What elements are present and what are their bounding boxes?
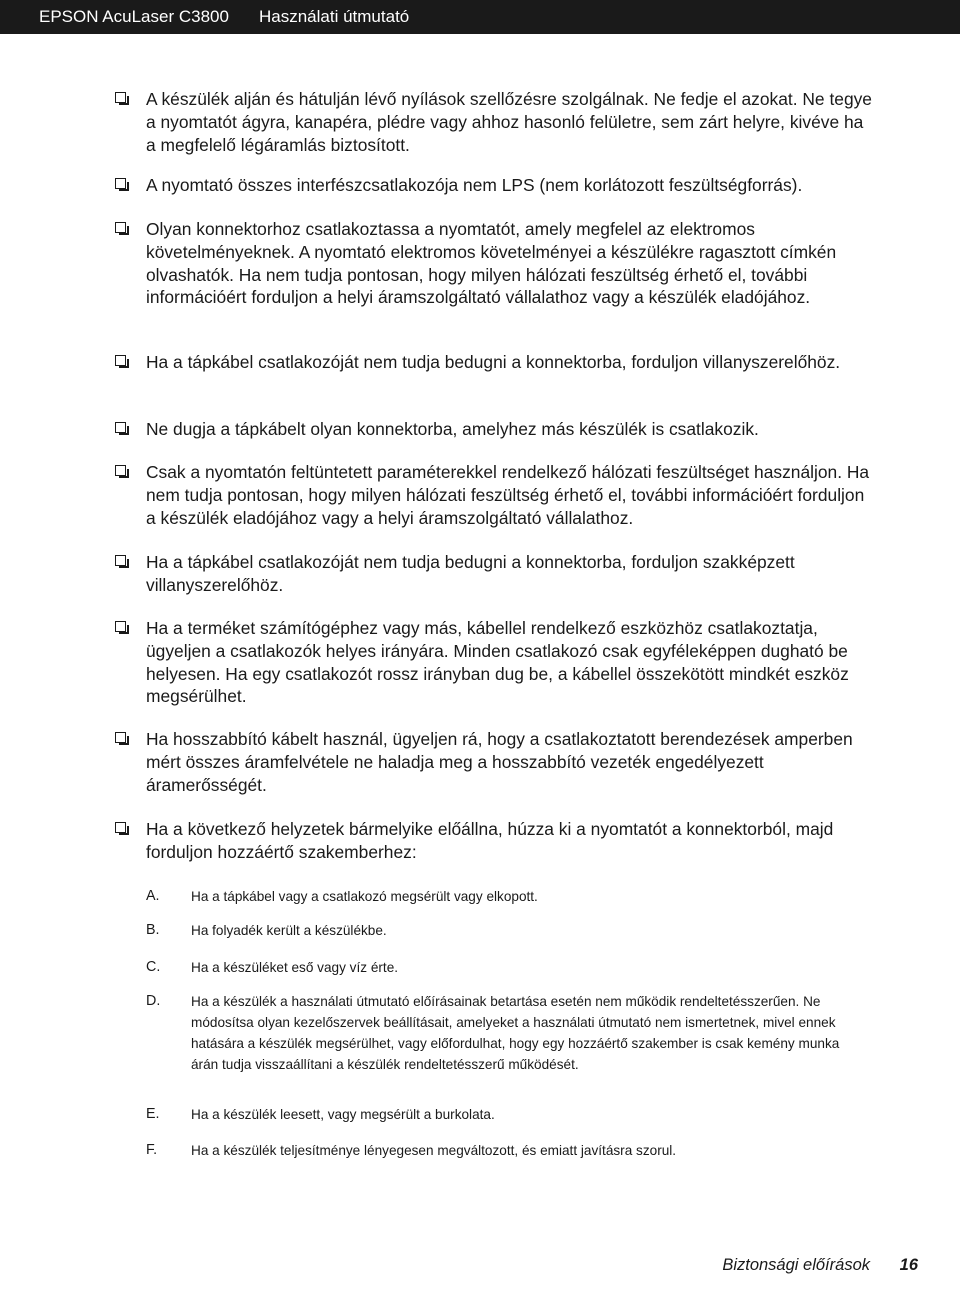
condition-item xyxy=(146,957,866,978)
bullet-text: Ha a tápkábel csatlakozóját nem tudja bedugni a konnektorba, forduljon villanyszerelőhöz. xyxy=(146,352,841,372)
bullet-text: A készülék alján és hátulján lévő nyílások szellőzésre szolgálnak. Ne fedje el azokat. Ne tegye a nyomtatót ágyra, kanapéra, plédre vagy ahhoz hasonló felületre, sem zárt helyre, kivéve ha a megfelelő légáramlás biztosított. xyxy=(146,89,872,155)
checkbox-bullet-icon xyxy=(115,465,126,476)
bullet-item xyxy=(115,818,875,864)
bullet-text: Csak a nyomtatón feltüntetett paraméterekkel rendelkező hálózati feszültséget használjon. Ha nem tudja pontosan, hogy milyen hálózati feszültség érhető el, további információért forduljon a készülék eladójához vagy a helyi áramszolgáltató vállalathoz. xyxy=(146,462,870,528)
condition-text: Ha folyadék került a készülékbe. xyxy=(191,923,387,938)
checkbox-bullet-icon xyxy=(115,621,126,632)
checkbox-bullet-icon xyxy=(115,422,126,433)
header-product-name: EPSON AcuLaser C3800 xyxy=(39,7,229,26)
checkbox-bullet-icon xyxy=(115,732,126,743)
bullet-text: Ne dugja a tápkábelt olyan konnektorba, amelyhez más készülék is csatlakozik. xyxy=(146,419,759,439)
condition-item xyxy=(146,1140,866,1161)
condition-text: Ha a készüléket eső vagy víz érte. xyxy=(191,960,399,975)
condition-text: Ha a készülék teljesítménye lényegesen megváltozott, és emiatt javításra szorul. xyxy=(191,1143,677,1158)
condition-item xyxy=(146,886,866,907)
condition-letter: F. xyxy=(146,1142,158,1158)
bullet-item xyxy=(115,418,875,441)
condition-letter: E. xyxy=(146,1106,160,1122)
checkbox-bullet-icon xyxy=(115,178,126,189)
header-guide-title: Használati útmutató xyxy=(259,7,410,26)
bullet-item xyxy=(115,351,875,374)
bullet-item xyxy=(115,728,875,796)
condition-item xyxy=(146,920,866,941)
footer-section-title: Biztonsági előírások xyxy=(722,1256,870,1274)
bullet-item xyxy=(115,174,875,197)
bullet-item xyxy=(115,218,875,309)
condition-letter: B. xyxy=(146,922,160,938)
checkbox-bullet-icon xyxy=(115,92,126,103)
checkbox-bullet-icon xyxy=(115,222,126,233)
condition-letter: D. xyxy=(146,993,161,1009)
checkbox-bullet-icon xyxy=(115,355,126,366)
condition-text: Ha a készülék a használati útmutató előírásainak betartása esetén nem működik rendeltetésszerűen. Ne módosítsa olyan kezelőszervek beállításait, amelyeket a használati útmutató nem ismertetnek, mivel ennek hatására a készülék megsérülhet, vagy előfordulhat, hogy egy hozzáértő szakember is csak kemény munka árán tudja visszaállítani a készülék rendeltetésszerű működését. xyxy=(191,994,840,1072)
bullet-text: Ha hosszabbító kábelt használ, ügyeljen rá, hogy a csatlakoztatott berendezések amperben mért összes áramfelvétele ne haladja meg a hosszabbító vezeték engedélyezett áramerősségét. xyxy=(146,729,853,795)
condition-text: Ha a tápkábel vagy a csatlakozó megsérült vagy elkopott. xyxy=(191,889,538,904)
bullet-item xyxy=(115,551,875,597)
bullet-text: A nyomtató összes interfészcsatlakozója nem LPS (nem korlátozott feszültségforrás). xyxy=(146,175,803,195)
bullet-text: Olyan konnektorhoz csatlakoztassa a nyomtatót, amely megfelel az elektromos követelményeknek. A nyomtató elektromos követelményei a készülékre ragasztott címkén olvashatók. Ha nem tudja pontosan, hogy milyen hálózati feszültség érhető el, további információért forduljon a helyi áramszolgáltató vállalathoz vagy a készülék eladójához. xyxy=(146,219,837,308)
page-header xyxy=(0,0,960,34)
bullet-text: Ha a terméket számítógéphez vagy más, kábellel rendelkező eszközhöz csatlakoztatja, ügyeljen a csatlakozók helyes irányára. Minden csatlakozó csak egyféleképpen dugható be helyesen. Ha egy csatlakozót rossz irányban dug be, a kábellel összekötött mindkét eszköz megsérülhet. xyxy=(146,618,849,707)
checkbox-bullet-icon xyxy=(115,822,126,833)
bullet-item xyxy=(115,88,875,156)
bullet-text: Ha a tápkábel csatlakozóját nem tudja bedugni a konnektorba, forduljon szakképzett villanyszerelőhöz. xyxy=(146,552,795,595)
condition-text: Ha a készülék leesett, vagy megsérült a burkolata. xyxy=(191,1107,495,1122)
condition-item xyxy=(146,1104,866,1125)
condition-letter: C. xyxy=(146,959,161,975)
bullet-text: Ha a következő helyzetek bármelyike előállna, húzza ki a nyomtatót a konnektorból, majd forduljon hozzáértő szakemberhez: xyxy=(146,819,834,862)
footer-page-number: 16 xyxy=(899,1256,918,1274)
condition-item xyxy=(146,991,866,1075)
checkbox-bullet-icon xyxy=(115,555,126,566)
bullet-item xyxy=(115,617,875,708)
bullet-item xyxy=(115,461,875,529)
condition-letter: A. xyxy=(146,888,160,904)
